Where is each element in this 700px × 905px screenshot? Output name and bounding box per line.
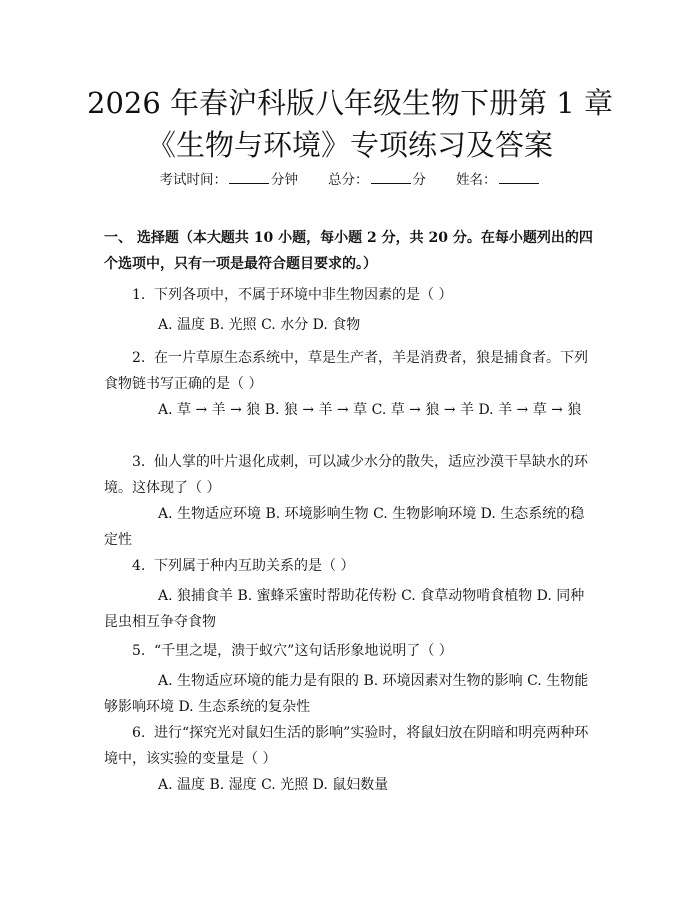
question-number: 2. bbox=[132, 350, 146, 366]
question-4 bbox=[104, 553, 598, 579]
question-2 bbox=[104, 345, 598, 397]
question-5-options: A. 生物适应环境的能力是有限的 B. 环境因素对生物的影响 C. 生物能够影响环境 D. 生态系统的复杂性 bbox=[104, 673, 589, 715]
question-6-options: A. 温度 B. 湿度 C. 光照 D. 鼠妇数量 bbox=[158, 777, 389, 793]
question-number: 3. bbox=[132, 454, 146, 470]
total-score-unit: 分 bbox=[412, 172, 426, 188]
question-1-options: A. 温度 B. 光照 C. 水分 D. 食物 bbox=[158, 317, 361, 333]
student-name-label: 姓名： bbox=[456, 172, 497, 188]
question-3-options: A. 生物适应环境 B. 环境影响生物 C. 生物影响环境 D. 生态系统的稳定性 bbox=[104, 506, 585, 548]
question-number: 1. bbox=[132, 287, 146, 303]
question-text: 下列属于种内互助关系的是（ ） bbox=[154, 558, 355, 574]
question-text: “千里之堤，溃于蚁穴”这句话形象地说明了（ ） bbox=[154, 643, 453, 659]
question-text: 仙人掌的叶片退化成刺，可以减少水分的散失，适应沙漠干旱缺水的环境。这体现了（ ） bbox=[104, 454, 588, 496]
question-5 bbox=[104, 638, 598, 664]
student-name-field bbox=[456, 168, 541, 188]
total-score-label: 总分： bbox=[328, 172, 369, 188]
exam-info-bar bbox=[0, 168, 700, 188]
page-title: 2026 年春沪科版八年级生物下册第 1 章《生物与环境》专项练习及答案 bbox=[87, 86, 613, 162]
exam-time-blank bbox=[229, 170, 269, 184]
question-number: 4. bbox=[132, 558, 146, 574]
total-score-blank bbox=[371, 170, 411, 184]
exam-time-unit: 分钟 bbox=[271, 172, 298, 188]
exam-time-label: 考试时间： bbox=[159, 172, 227, 188]
student-name-blank bbox=[499, 170, 539, 184]
question-number: 6. bbox=[132, 725, 146, 741]
question-text: 下列各项中，不属于环境中非生物因素的是（ ） bbox=[154, 287, 453, 303]
section-heading: 一、 选择题（本大题共 10 小题，每小题 2 分，共 20 分。在每小题列出的四个选项中，只有一项是最符合题目要求的。） bbox=[104, 230, 593, 272]
total-score-field bbox=[328, 168, 426, 188]
question-6 bbox=[104, 720, 598, 772]
question-3 bbox=[104, 449, 598, 501]
exam-time-field bbox=[160, 168, 299, 188]
question-4-options: A. 狼捕食羊 B. 蜜蜂采蜜时帮助花传粉 C. 食草动物啃食植物 D. 同种昆虫相互争夺食物 bbox=[104, 588, 585, 630]
question-text: 进行“探究光对鼠妇生活的影响”实验时，将鼠妇放在阴暗和明亮两种环境中，该实验的变量是（ ） bbox=[104, 725, 589, 767]
question-1 bbox=[104, 282, 598, 308]
question-2-options: A. 草 → 羊 → 狼 B. 狼 → 羊 → 草 C. 草 → 狼 → 羊 D. 羊 → 草 → 狼 bbox=[158, 402, 582, 418]
question-text: 在一片草原生态系统中，草是生产者，羊是消费者，狼是捕食者。下列食物链书写正确的是（ ） bbox=[104, 350, 588, 392]
question-number: 5. bbox=[132, 643, 146, 659]
